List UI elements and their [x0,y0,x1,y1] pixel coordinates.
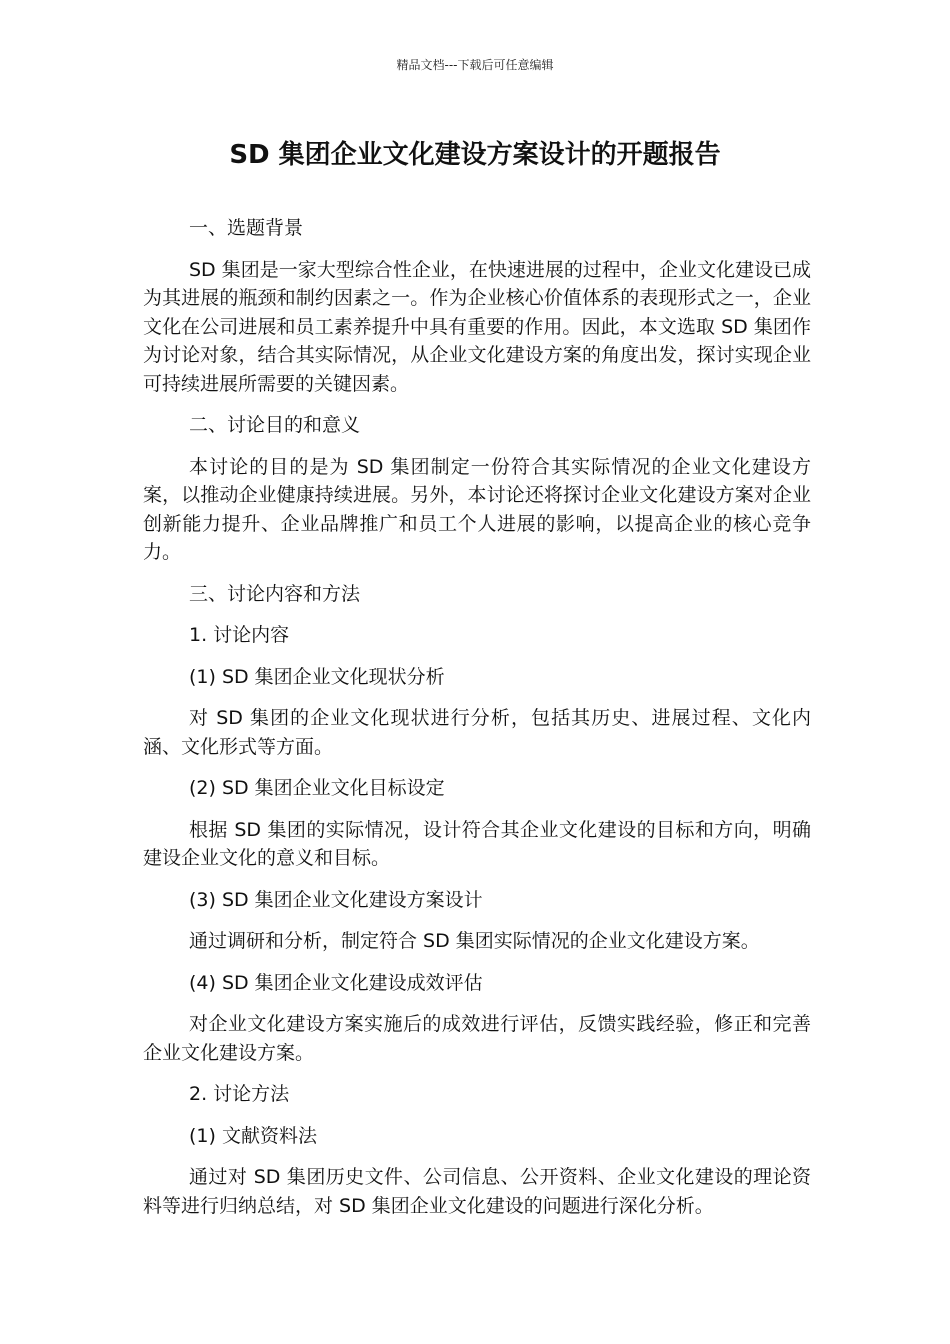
subsection-heading: 1. 讨论内容 [189,624,290,646]
item-heading: (3) SD 集团企业文化建设方案设计 [189,888,483,911]
document-title: SD 集团企业文化建设方案设计的开题报告 [229,140,721,170]
item-heading: (2) SD 集团企业文化目标设定 [189,777,445,799]
section-heading: 三、讨论内容和方法 [189,582,361,605]
subsection-heading: 2. 讨论方法 [189,1083,290,1105]
body-paragraph: 根据 SD 集团的实际情况，设计符合其企业文化建设的目标和方向，明确建设企业文化的意义和目标。 [143,818,811,869]
document-body [143,214,811,1220]
section-heading: 一、选题背景 [189,217,304,239]
body-paragraph: 对 SD 集团的企业文化现状进行分析，包括其历史、进展过程、文化内涵、文化形式等方面。 [143,707,811,758]
item-heading: (1) SD 集团企业文化现状分析 [189,665,445,688]
section-heading: 二、讨论目的和意义 [189,414,361,436]
body-paragraph: 本讨论的目的是为 SD 集团制定一份符合其实际情况的企业文化建设方案，以推动企业健康持续进展。另外，本讨论还将探讨企业文化建设方案对企业创新能力提升、企业品牌推广和员工个人进展的影响，以提高企业的核心竞争力。 [143,455,811,563]
body-paragraph: 通过调研和分析，制定符合 SD 集团实际情况的企业文化建设方案。 [189,930,760,952]
item-heading: (4) SD 集团企业文化建设成效评估 [189,971,483,994]
item-heading: (1) 文献资料法 [189,1124,317,1147]
body-paragraph: SD 集团是一家大型综合性企业，在快速进展的过程中，企业文化建设已成为其进展的瓶颈和制约因素之一。作为企业核心价值体系的表现形式之一，企业文化在公司进展和员工素养提升中具有重要的作用。因此，本文选取 SD 集团作为讨论对象，结合其实际情况，从企业文化建设方案的角度出发，探讨实现企业可持续进展所需要的关键因素。 [143,258,811,395]
body-paragraph: 通过对 SD 集团历史文件、公司信息、公开资料、企业文化建设的理论资料等进行归纳总结，对 SD 集团企业文化建设的问题进行深化分析。 [143,1166,811,1217]
body-paragraph: 对企业文化建设方案实施后的成效进行评估，反馈实践经验，修正和完善企业文化建设方案。 [143,1013,811,1064]
header-note: 精品文档---下载后可任意编辑 [396,58,554,72]
